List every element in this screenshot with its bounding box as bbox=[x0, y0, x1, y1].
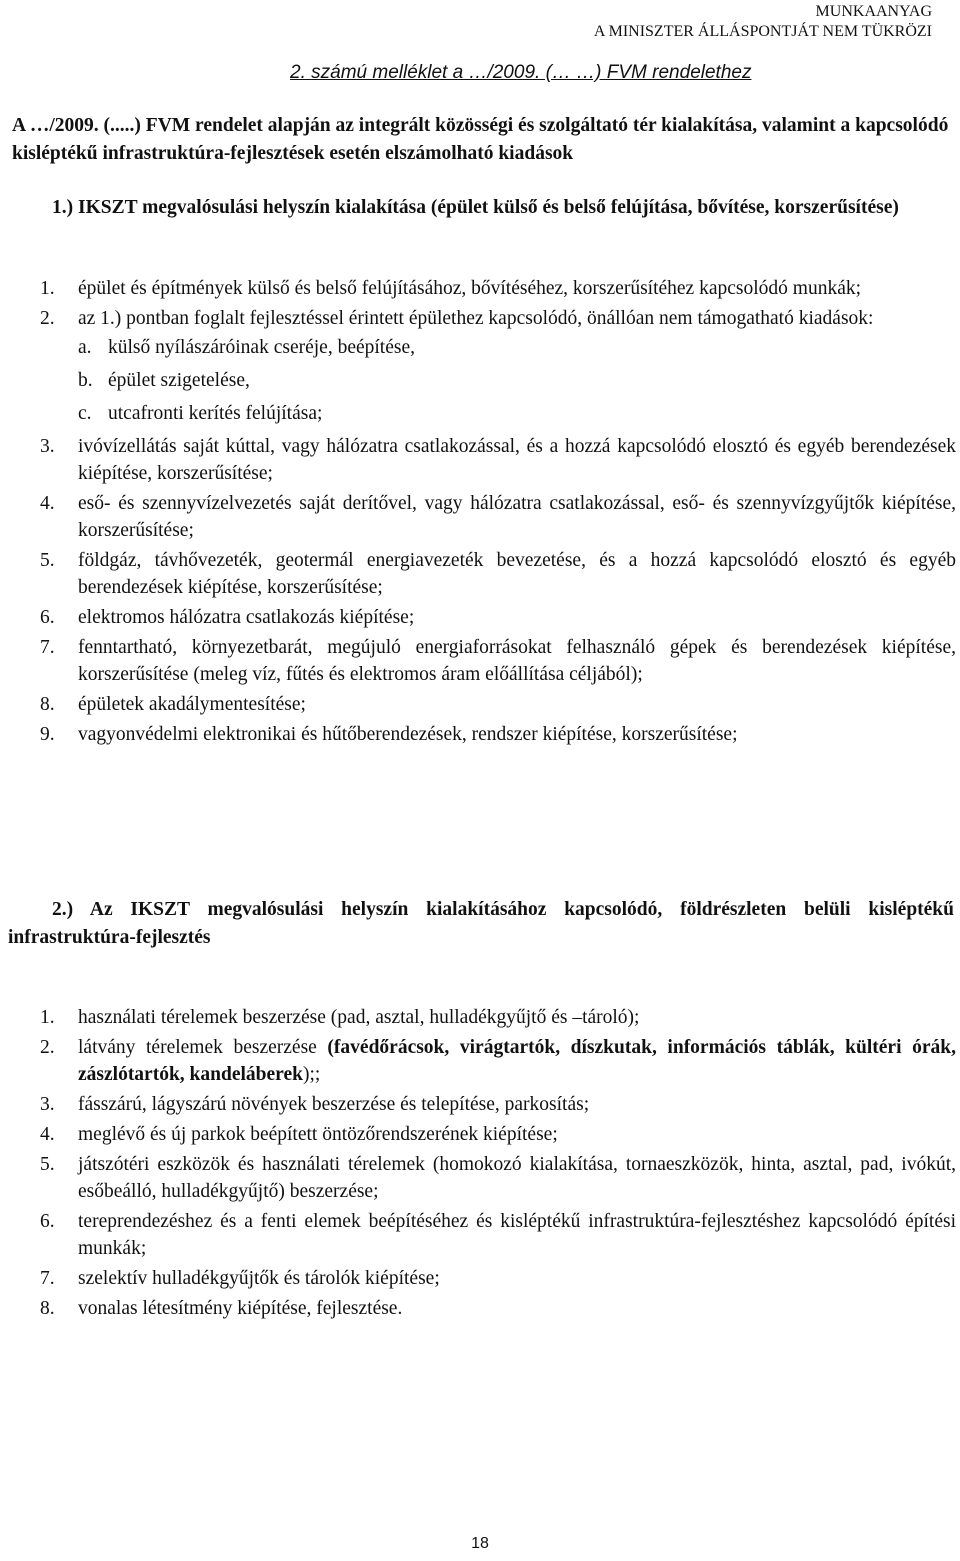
sub-list bbox=[78, 334, 956, 427]
item-text: épület és építmények külső és belső felújításához, bővítéséhez, korszerűsítéhez kapcsolódó munkák; bbox=[78, 278, 862, 299]
item-number: 3. bbox=[40, 436, 55, 457]
item-text: földgáz, távhővezeték, geotermál energiavezeték bevezetése, és a hozzá kapcsolódó elosztó és egyéb berendezések kiépítése, korszerűsítése; bbox=[78, 550, 956, 598]
list-item bbox=[40, 604, 956, 631]
item-number: 2. bbox=[40, 1037, 55, 1058]
sub-item-text: épület szigetelése, bbox=[108, 370, 250, 391]
item-number: 4. bbox=[40, 493, 55, 514]
list-item bbox=[40, 1004, 956, 1031]
section-1-title: IKSZT megvalósulási helyszín kialakítása (épület külső és belső felújítása, bővítése, korszerűsítése) bbox=[78, 197, 899, 218]
item-text: használati térelemek beszerzése (pad, asztal, hulladékgyűjtő és –tároló); bbox=[78, 1007, 640, 1028]
item-number: 9. bbox=[40, 724, 55, 745]
sub-item-text: külső nyílászáróinak cseréje, beépítése, bbox=[108, 337, 416, 358]
sub-item-letter: b. bbox=[78, 370, 93, 391]
sub-item bbox=[78, 400, 956, 427]
page-number: 18 bbox=[471, 1535, 489, 1552]
sub-item-text: utcafronti kerítés felújítása; bbox=[108, 403, 323, 424]
item-text: szelektív hulladékgyűjtők és tárolók kiépítése; bbox=[78, 1268, 440, 1289]
list-item bbox=[40, 634, 956, 688]
draft-header: MUNKAANYAG bbox=[815, 3, 932, 20]
item-number: 8. bbox=[40, 1298, 55, 1319]
item-text: meglévő és új parkok beépített öntözőrendszerének kiépítése; bbox=[78, 1124, 558, 1145]
item-bold-text: (favédőrácsok, virágtartók, díszkutak, információs táblák, kültéri órák, zászlótartók, kandeláberek bbox=[78, 1037, 956, 1085]
list-item bbox=[40, 1208, 956, 1262]
item-text: ivóvízellátás saját kúttal, vagy hálózatra csatlakozással, és a hozzá kapcsolódó elosztó és egyéb berendezések kiépítése, korszerűsítése; bbox=[78, 436, 956, 484]
list-item bbox=[40, 721, 956, 748]
section-1-heading bbox=[8, 194, 954, 222]
item-number: 5. bbox=[40, 550, 55, 571]
item-text: játszótéri eszközök és használati térelemek (homokozó kialakítása, tornaeszközök, hinta, asztal, pad, ivókút, esőbeálló, hulladékgyűjtő) beszerzése; bbox=[78, 1154, 956, 1202]
sub-item bbox=[78, 367, 956, 394]
section-2-list bbox=[40, 1004, 956, 1325]
item-text: eső- és szennyvízelvezetés saját derítővel, vagy hálózatra csatlakozással, eső- és szennyvízgyűjtők kiépítése, korszerűsítése; bbox=[78, 493, 956, 541]
item-number: 1. bbox=[40, 278, 55, 299]
item-number: 6. bbox=[40, 1211, 55, 1232]
sub-item bbox=[78, 334, 956, 361]
sub-item-letter: c. bbox=[78, 403, 92, 424]
disclaimer-header: A MINISZTER ÁLLÁSPONTJÁT NEM TÜKRÖZI bbox=[593, 23, 932, 40]
item-number: 4. bbox=[40, 1124, 55, 1145]
item-text: vonalas létesítmény kiépítése, fejlesztése. bbox=[78, 1298, 403, 1319]
item-text: elektromos hálózatra csatlakozás kiépítése; bbox=[78, 607, 415, 628]
annex-reference: 2. számú melléklet a …/2009. (… …) FVM rendelethez bbox=[290, 62, 752, 83]
list-item bbox=[40, 1265, 956, 1292]
item-text: látvány térelemek beszerzése bbox=[78, 1037, 328, 1058]
list-item bbox=[40, 1091, 956, 1118]
list-item bbox=[40, 305, 956, 427]
list-item bbox=[40, 1295, 956, 1322]
item-text: vagyonvédelmi elektronikai és hűtőberendezések, rendszer kiépítése, korszerűsítése; bbox=[78, 724, 738, 745]
section-1-number: 1.) bbox=[52, 197, 74, 218]
item-text: az 1.) pontban foglalt fejlesztéssel érintett épülethez kapcsolódó, önállóan nem támogatható kiadások: bbox=[78, 308, 874, 329]
list-item bbox=[40, 275, 956, 302]
item-number: 5. bbox=[40, 1154, 55, 1175]
list-item bbox=[40, 547, 956, 601]
item-text: tereprendezéshez és a fenti elemek beépítéséhez és kisléptékű infrastruktúra-fejlesztéshez kapcsolódó építési munkák; bbox=[78, 1211, 956, 1259]
item-text: épületek akadálymentesítése; bbox=[78, 694, 306, 715]
section-2-heading bbox=[8, 896, 954, 952]
section-1-list bbox=[40, 275, 956, 751]
list-item bbox=[40, 490, 956, 544]
item-tail-text: );; bbox=[302, 1064, 321, 1085]
item-number: 2. bbox=[40, 308, 55, 329]
list-item bbox=[40, 1151, 956, 1205]
item-number: 7. bbox=[40, 1268, 55, 1289]
section-2-number: 2.) bbox=[52, 899, 74, 920]
list-item bbox=[40, 1121, 956, 1148]
list-item bbox=[40, 1034, 956, 1088]
list-item bbox=[40, 691, 956, 718]
item-number: 3. bbox=[40, 1094, 55, 1115]
section-2-title: Az IKSZT megvalósulási helyszín kialakításához kapcsolódó, földrészleten belüli kisléptékű infrastruktúra-fejlesztés bbox=[8, 899, 954, 948]
item-number: 8. bbox=[40, 694, 55, 715]
item-text: fásszárú, lágyszárú növények beszerzése és telepítése, parkosítás; bbox=[78, 1094, 590, 1115]
sub-item-letter: a. bbox=[78, 337, 92, 358]
item-text: fenntartható, környezetbarát, megújuló energiaforrásokat felhasználó gépek és berendezések kiépítése, korszerűsítése (meleg víz, fűtés és elektromos áram előállítása céljából); bbox=[78, 637, 956, 685]
item-number: 7. bbox=[40, 637, 55, 658]
list-item bbox=[40, 433, 956, 487]
document-title: A …/2009. (.....) FVM rendelet alapján az integrált közösségi és szolgáltató tér kialakítása, valamint a kapcsolódó kisléptékű infrastruktúra-fejlesztések esetén elszámolható kiadások bbox=[12, 115, 949, 164]
item-number: 1. bbox=[40, 1007, 55, 1028]
item-number: 6. bbox=[40, 607, 55, 628]
